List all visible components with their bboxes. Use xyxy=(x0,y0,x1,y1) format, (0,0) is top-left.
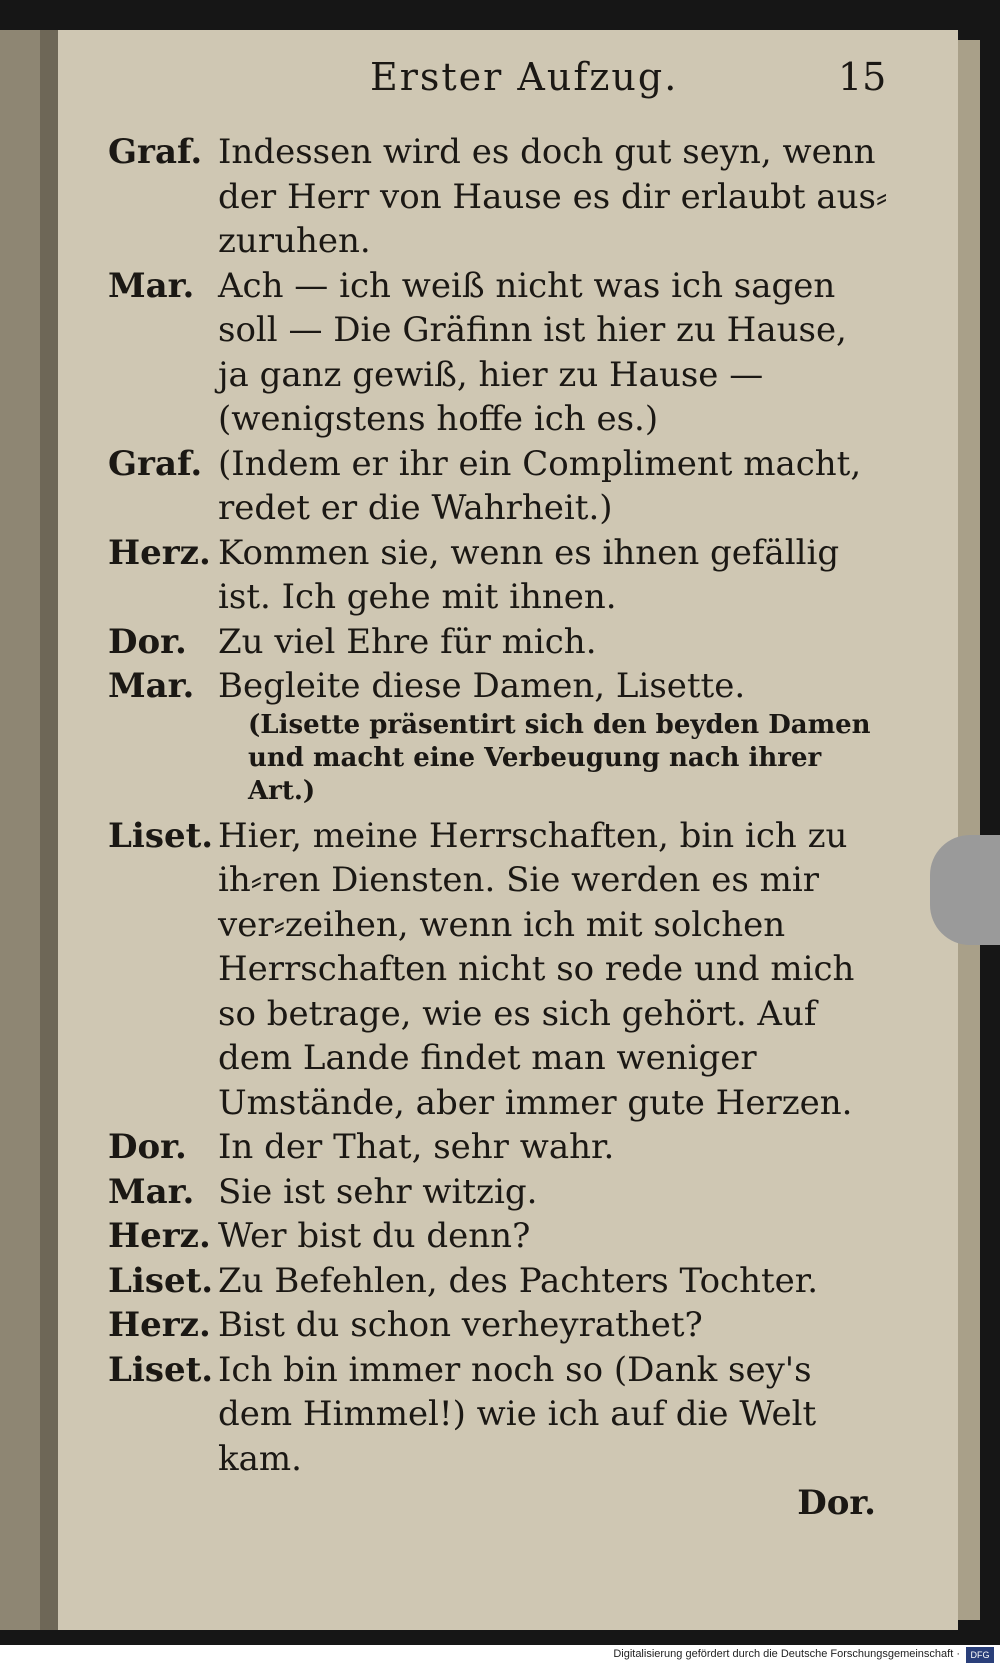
dialogue-entry xyxy=(108,1214,888,1259)
stage-direction: (Lisette präsentirt sich den beyden Damen und macht eine Verbeugung nach ihrer Art.) xyxy=(248,709,871,806)
page-number: 15 xyxy=(838,55,887,99)
speech-text: Indessen wird es doch gut seyn, wenn der Herr von Hause es dir erlaubt aus⸗zuruhen. xyxy=(218,132,888,261)
running-head: Erster Aufzug. xyxy=(370,55,679,99)
speaker-name: Graf. xyxy=(108,132,203,172)
dialogue-entry xyxy=(108,1259,888,1304)
speaker-name: Mar. xyxy=(108,265,195,306)
speaker-name: Liset. xyxy=(108,1349,214,1390)
speech-text: Kommen sie, wenn es ihnen gefällig ist. Ich gehe mit ihnen. xyxy=(218,532,840,617)
dialogue-entry xyxy=(108,1170,888,1215)
speaker-name: Herz. xyxy=(108,532,211,573)
speaker-name: Herz. xyxy=(108,1305,211,1345)
page-holder-clip xyxy=(930,835,1000,945)
speech-text: (Indem er ihr ein Compliment macht, redet er die Wahrheit.) xyxy=(218,443,862,528)
speech-text: Ach — ich weiß nicht was ich sagen soll — Die Gräfinn ist hier zu Hause, ja ganz gewiß, hier zu Hause — (wenigstens hoffe ich es.) xyxy=(218,265,847,439)
speaker-name: Dor. xyxy=(108,621,187,662)
dialogue-entry xyxy=(108,814,888,1126)
speech-text: Begleite diese Damen, Lisette. xyxy=(218,666,746,706)
dialogue-entry xyxy=(108,130,888,264)
speech-text: Zu viel Ehre für mich. xyxy=(218,621,597,662)
dialogue-entry xyxy=(108,1348,888,1482)
speech-text: Wer bist du denn? xyxy=(218,1216,531,1256)
speech-text: Hier, meine Herrschaften, bin ich zu ih⸗ren Diensten. Sie werden es mir ver⸗zeihen, wenn ich mit solchen Herrschaften nicht so rede und mich so betrage, wie es sich gehört. Auf dem Lande findet man weniger Umstände, aber immer gute Herzen. xyxy=(218,815,855,1123)
speaker-name: Liset. xyxy=(108,1260,214,1301)
speech-text: Ich bin immer noch so (Dank sey's dem Himmel!) wie ich auf die Welt kam. xyxy=(218,1349,817,1479)
speech-text: Bist du schon verheyrathet? xyxy=(218,1305,703,1345)
speaker-name: Mar. xyxy=(108,666,195,706)
dialogue-entry xyxy=(108,442,888,531)
dialogue-entry xyxy=(108,1303,888,1348)
book-gutter-shadow xyxy=(40,30,58,1630)
speaker-name: Mar. xyxy=(108,1171,195,1212)
book-right-edge xyxy=(958,40,980,1620)
dialogue-entry xyxy=(108,620,888,665)
catchword: Dor. xyxy=(797,1483,876,1523)
dialogue-entry xyxy=(108,264,888,442)
dialogue-entry xyxy=(108,664,888,709)
dfg-logo-icon: DFG xyxy=(966,1647,994,1663)
play-text xyxy=(108,130,888,1526)
speaker-name: Graf. xyxy=(108,443,203,484)
dialogue-entry xyxy=(108,1125,888,1170)
digitization-credit: Digitalisierung gefördert durch die Deutsche Forschungsgemeinschaft · xyxy=(613,1648,960,1660)
speaker-name: Liset. xyxy=(108,815,214,856)
speech-text: Sie ist sehr witzig. xyxy=(218,1171,538,1212)
speech-text: Zu Befehlen, des Pachters Tochter. xyxy=(218,1260,819,1301)
speech-text: In der That, sehr wahr. xyxy=(218,1127,615,1167)
speaker-name: Dor. xyxy=(108,1127,187,1167)
speaker-name: Herz. xyxy=(108,1216,211,1256)
dialogue-entry xyxy=(108,531,888,620)
